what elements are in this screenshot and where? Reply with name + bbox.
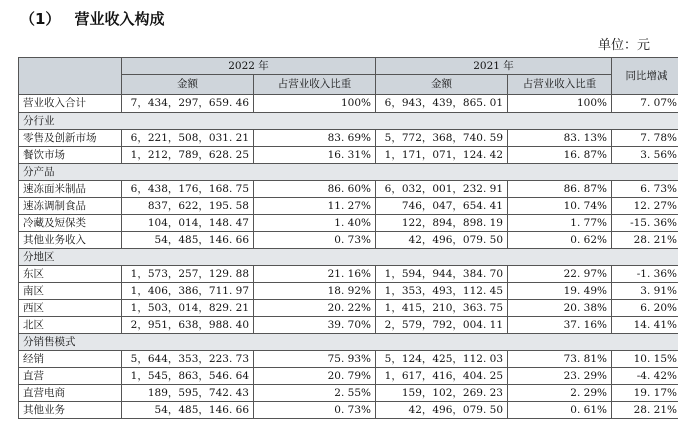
ratio-2021: 86. 87%	[508, 181, 612, 198]
amount-2021: 1，617，416，404. 25	[376, 368, 508, 385]
ratio-2022: 75. 93%	[254, 351, 376, 368]
yoy-change: 7. 78%	[612, 130, 678, 147]
amount-2021: 1，415，210，363. 75	[376, 300, 508, 317]
ratio-2021: 23. 29%	[508, 368, 612, 385]
amount-2022: 6，438，176，168. 75	[122, 181, 254, 198]
table-row	[19, 266, 678, 283]
amount-2021: 1，353，493，112. 45	[376, 283, 508, 300]
revenue-composition-table	[18, 57, 678, 419]
table-row	[19, 402, 678, 419]
section-header-row	[19, 249, 678, 266]
section-heading	[20, 8, 164, 29]
table-row	[19, 130, 678, 147]
ratio-2021: 16. 87%	[508, 147, 612, 164]
yoy-change: 6. 20%	[612, 300, 678, 317]
amount-2022: 54，485，146. 66	[122, 232, 254, 249]
table-row	[19, 317, 678, 334]
amount-2022: 1，406，386，711. 97	[122, 283, 254, 300]
yoy-change: -1. 36%	[612, 266, 678, 283]
header-amount-2021: 金额	[376, 75, 508, 95]
amount-2021: 6，943，439，865. 01	[376, 95, 508, 113]
ratio-2021: 1. 77%	[508, 215, 612, 232]
yoy-change: 19. 17%	[612, 385, 678, 402]
amount-2022: 1，212，789，628. 25	[122, 147, 254, 164]
table-row	[19, 385, 678, 402]
ratio-2021: 83. 13%	[508, 130, 612, 147]
ratio-2022: 20. 79%	[254, 368, 376, 385]
amount-2022: 837，622，195. 58	[122, 198, 254, 215]
amount-2021: 6，032，001，232. 91	[376, 181, 508, 198]
ratio-2022: 1. 40%	[254, 215, 376, 232]
section-header-row	[19, 113, 678, 130]
section-header-row	[19, 334, 678, 351]
ratio-2021: 10. 74%	[508, 198, 612, 215]
table-row	[19, 215, 678, 232]
amount-2021: 746，047，654. 41	[376, 198, 508, 215]
amount-2022: 54，485，146. 66	[122, 402, 254, 419]
ratio-2021: 22. 97%	[508, 266, 612, 283]
yoy-change: -15. 36%	[612, 215, 678, 232]
table-body	[19, 95, 678, 419]
row-label: 东区	[19, 266, 122, 283]
row-label: 其他业务收入	[19, 232, 122, 249]
ratio-2022: 39. 70%	[254, 317, 376, 334]
ratio-2022: 21. 16%	[254, 266, 376, 283]
header-ratio-2022: 占营业收入比重	[254, 75, 376, 95]
total-row	[19, 95, 678, 113]
yoy-change: 3. 56%	[612, 147, 678, 164]
yoy-change: 6. 73%	[612, 181, 678, 198]
yoy-change: 7. 07%	[612, 95, 678, 113]
amount-2021: 1，171，071，124. 42	[376, 147, 508, 164]
amount-2022: 5，644，353，223. 73	[122, 351, 254, 368]
row-label: 北区	[19, 317, 122, 334]
header-empty-corner	[19, 58, 122, 95]
ratio-2022: 86. 60%	[254, 181, 376, 198]
amount-2021: 42，496，079. 50	[376, 232, 508, 249]
header-ratio-2021: 占营业收入比重	[508, 75, 612, 95]
ratio-2022: 11. 27%	[254, 198, 376, 215]
amount-2021: 5，124，425，112. 03	[376, 351, 508, 368]
table-row	[19, 198, 678, 215]
row-label: 其他业务	[19, 402, 122, 419]
header-year-2022: 2022 年	[122, 58, 376, 75]
ratio-2021: 73. 81%	[508, 351, 612, 368]
section-title: 分销售模式	[19, 334, 678, 351]
ratio-2022: 16. 31%	[254, 147, 376, 164]
heading-number: （1）	[20, 10, 61, 28]
table-row	[19, 300, 678, 317]
yoy-change: 28. 21%	[612, 232, 678, 249]
ratio-2022: 0. 73%	[254, 402, 376, 419]
amount-2022: 1，503，014，829. 21	[122, 300, 254, 317]
ratio-2022: 0. 73%	[254, 232, 376, 249]
ratio-2022: 2. 55%	[254, 385, 376, 402]
table-row	[19, 181, 678, 198]
yoy-change: 12. 27%	[612, 198, 678, 215]
ratio-2022: 100%	[254, 95, 376, 113]
heading-title: 营业收入构成	[74, 10, 165, 28]
amount-2021: 159，102，269. 23	[376, 385, 508, 402]
ratio-2022: 83. 69%	[254, 130, 376, 147]
amount-2022: 6，221，508，031. 21	[122, 130, 254, 147]
ratio-2021: 100%	[508, 95, 612, 113]
amount-2022: 1，573，257，129. 88	[122, 266, 254, 283]
header-year-2021: 2021 年	[376, 58, 612, 75]
section-header-row	[19, 164, 678, 181]
yoy-change: -4. 42%	[612, 368, 678, 385]
row-label: 直营	[19, 368, 122, 385]
table-row	[19, 283, 678, 300]
yoy-change: 3. 91%	[612, 283, 678, 300]
row-label: 零售及创新市场	[19, 130, 122, 147]
ratio-2021: 19. 49%	[508, 283, 612, 300]
ratio-2022: 18. 92%	[254, 283, 376, 300]
amount-2021: 1，594，944，384. 70	[376, 266, 508, 283]
header-yoy: 同比增减	[612, 58, 678, 95]
header-amount-2022: 金额	[122, 75, 254, 95]
amount-2022: 7，434，297，659. 46	[122, 95, 254, 113]
row-label: 南区	[19, 283, 122, 300]
row-label: 冷藏及短保类	[19, 215, 122, 232]
row-label: 直营电商	[19, 385, 122, 402]
table-row	[19, 368, 678, 385]
ratio-2021: 0. 61%	[508, 402, 612, 419]
amount-2021: 5，772，368，740. 59	[376, 130, 508, 147]
row-label: 速冻面米制品	[19, 181, 122, 198]
amount-2022: 189，595，742. 43	[122, 385, 254, 402]
ratio-2021: 20. 38%	[508, 300, 612, 317]
row-label: 经销	[19, 351, 122, 368]
table-row	[19, 351, 678, 368]
amount-2021: 122，894，898. 19	[376, 215, 508, 232]
unit-label: 单位：元	[597, 38, 650, 53]
amount-2021: 42，496，079. 50	[376, 402, 508, 419]
ratio-2021: 37. 16%	[508, 317, 612, 334]
section-title: 分产品	[19, 164, 678, 181]
row-label: 速冻调制食品	[19, 198, 122, 215]
yoy-change: 10. 15%	[612, 351, 678, 368]
section-title: 分行业	[19, 113, 678, 130]
yoy-change: 14. 41%	[612, 317, 678, 334]
yoy-change: 28. 21%	[612, 402, 678, 419]
ratio-2021: 2. 29%	[508, 385, 612, 402]
ratio-2021: 0. 62%	[508, 232, 612, 249]
ratio-2022: 20. 22%	[254, 300, 376, 317]
amount-2021: 2，579，792，004. 11	[376, 317, 508, 334]
table-row	[19, 232, 678, 249]
table-row	[19, 147, 678, 164]
section-title: 分地区	[19, 249, 678, 266]
row-label: 餐饮市场	[19, 147, 122, 164]
amount-2022: 1，545，863，546. 64	[122, 368, 254, 385]
amount-2022: 2，951，638，988. 40	[122, 317, 254, 334]
row-label: 营业收入合计	[19, 95, 122, 113]
amount-2022: 104，014，148. 47	[122, 215, 254, 232]
row-label: 西区	[19, 300, 122, 317]
